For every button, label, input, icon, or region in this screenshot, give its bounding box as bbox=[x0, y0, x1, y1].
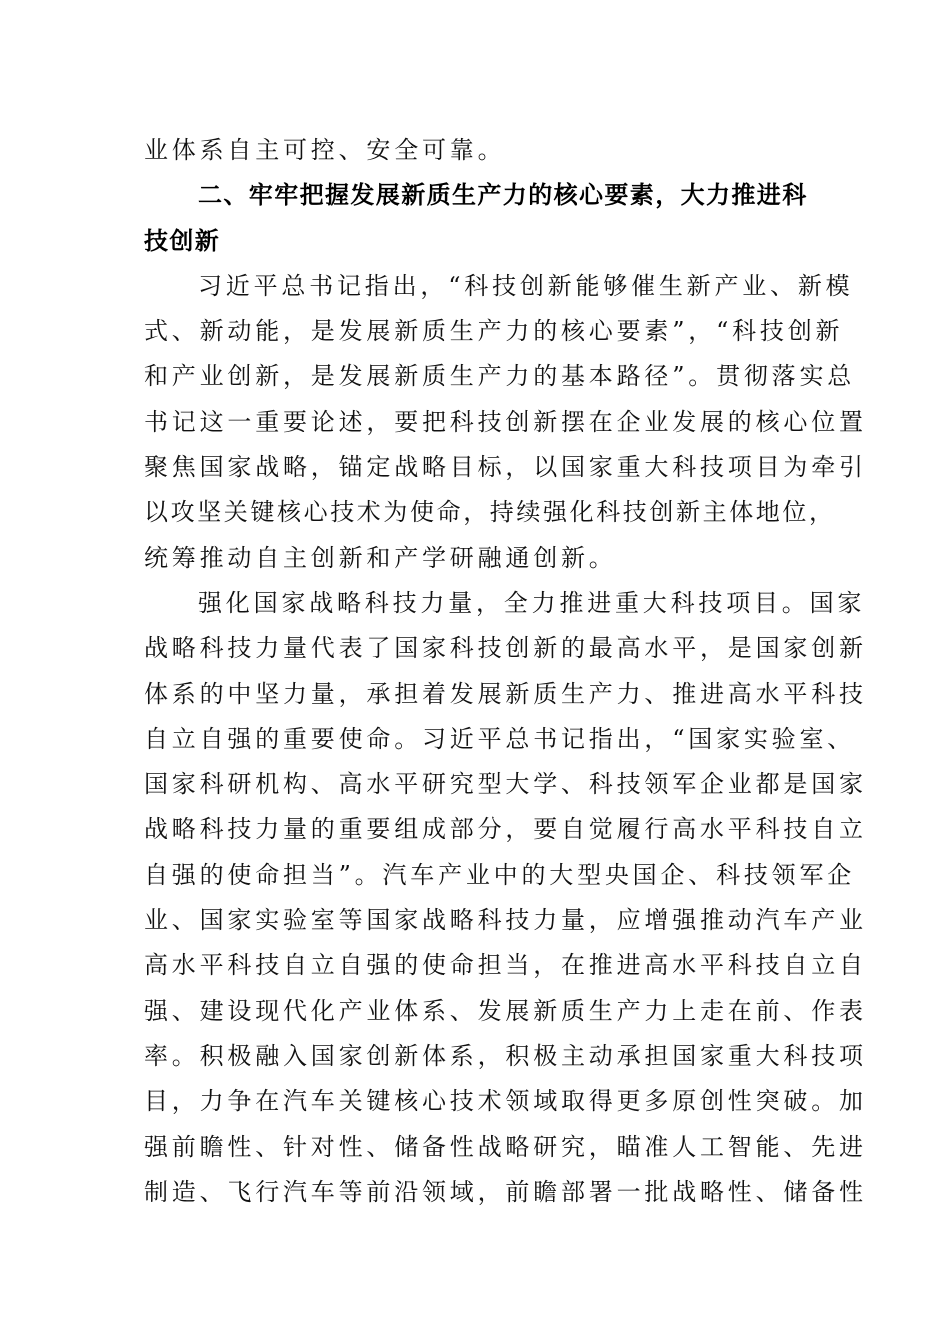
paragraph-line: 国家科研机构、高水平研究型大学、科技领军企业都是国家 bbox=[144, 770, 867, 799]
paragraph-line: 自立自强的重要使命。习近平总书记指出，“国家实验室、 bbox=[144, 724, 856, 753]
paragraph-line: 强化国家战略科技力量，全力推进重大科技项目。国家 bbox=[198, 588, 866, 617]
paragraph-line: 业、国家实验室等国家战略科技力量，应增强推动汽车产业 bbox=[144, 906, 867, 935]
paragraph-line: 强、建设现代化产业体系、发展新质生产力上走在前、作表 bbox=[144, 996, 867, 1025]
paragraph-line: 统筹推动自主创新和产学研融通创新。 bbox=[144, 543, 617, 572]
paragraph-line: 式、新动能，是发展新质生产力的核心要素”，“科技创新 bbox=[144, 317, 844, 346]
paragraph-line: 战略科技力量代表了国家科技创新的最高水平，是国家创新 bbox=[144, 634, 867, 663]
section-heading-line-2: 技创新 bbox=[144, 226, 221, 255]
paragraph-2 bbox=[144, 581, 867, 1215]
document-body bbox=[144, 128, 867, 1215]
paragraph-line: 率。积极融入国家创新体系，积极主动承担国家重大科技项 bbox=[144, 1041, 867, 1070]
paragraph-line: 以攻坚关键核心技术为使命，持续强化科技创新主体地位， bbox=[144, 498, 836, 527]
paragraph-line: 自强的使命担当”。汽车产业中的大型央国企、科技领军企 bbox=[144, 860, 856, 889]
paragraph-line: 目，力争在汽车关键核心技术领域取得更多原创性突破。加 bbox=[144, 1087, 867, 1116]
paragraph-1 bbox=[144, 264, 867, 581]
section-heading-line-1: 二、牢牢把握发展新质生产力的核心要素，大力推进科 bbox=[198, 181, 808, 210]
paragraph-line: 强前瞻性、针对性、储备性战略研究，瞄准人工智能、先进 bbox=[144, 1132, 867, 1161]
paragraph-line: 体系的中坚力量，承担着发展新质生产力、推进高水平科技 bbox=[144, 679, 867, 708]
paragraph-line: 高水平科技自立自强的使命担当，在推进高水平科技自立自 bbox=[144, 951, 867, 980]
continuation-line: 业体系自主可控、安全可靠。 bbox=[144, 136, 506, 164]
paragraph-line: 制造、飞行汽车等前沿领域，前瞻部署一批战略性、储备性 bbox=[144, 1177, 867, 1206]
paragraph-line: 战略科技力量的重要组成部分，要自觉履行高水平科技自立 bbox=[144, 815, 867, 844]
paragraph-line: 聚焦国家战略，锚定战略目标，以国家重大科技项目为牵引 bbox=[144, 453, 867, 482]
paragraph-line: 书记这一重要论述，要把科技创新摆在企业发展的核心位置 bbox=[144, 407, 867, 436]
paragraph-line: 习近平总书记指出，“科技创新能够催生新产业、新模 bbox=[198, 271, 854, 300]
paragraph-line: 和产业创新，是发展新质生产力的基本路径”。贯彻落实总 bbox=[144, 362, 856, 391]
